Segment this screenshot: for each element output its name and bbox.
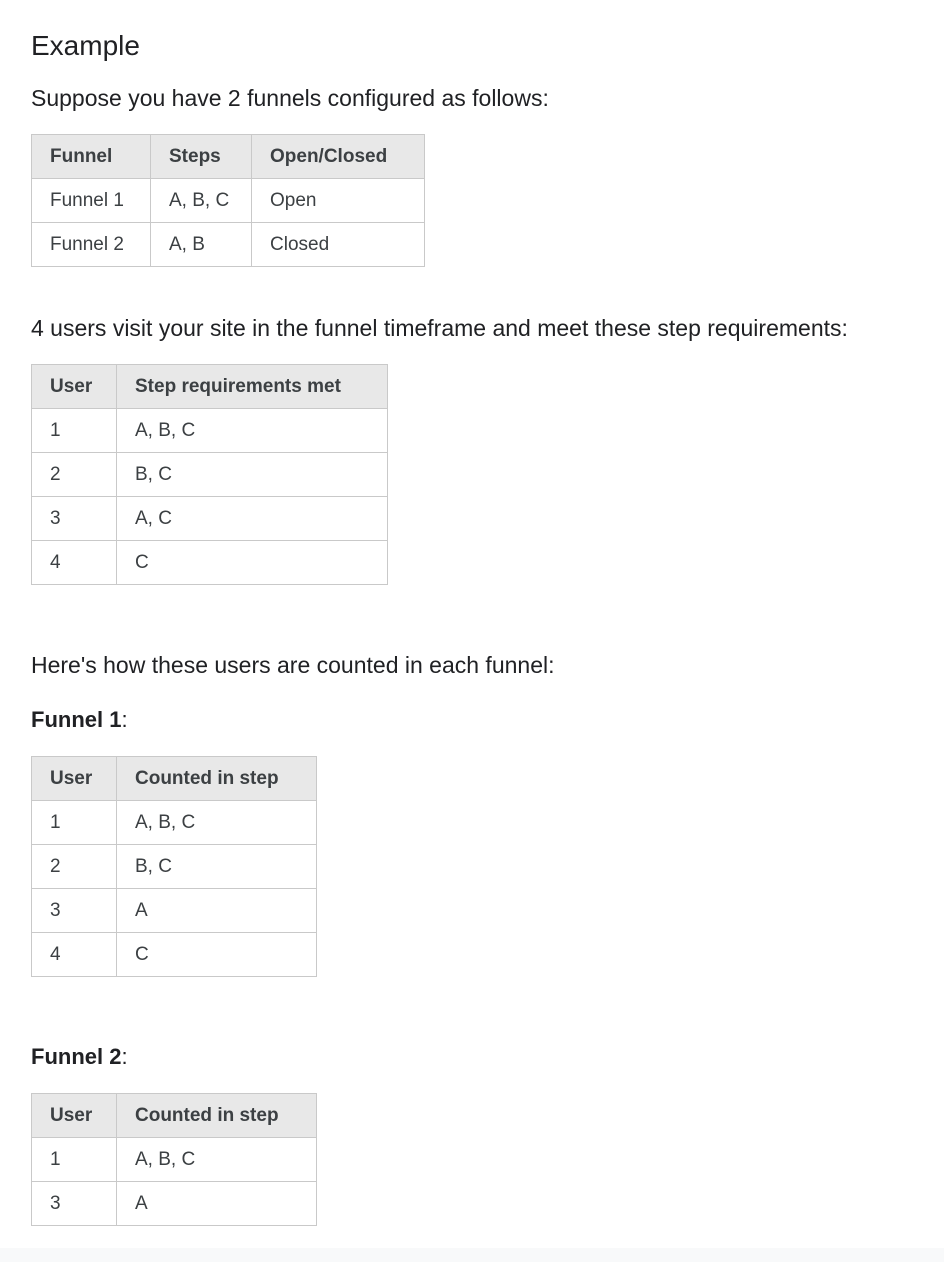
funnel2-subheading [31,1042,128,1072]
funnel2-colon: : [121,1044,128,1069]
column-header-open-closed: Open/Closed [252,135,425,179]
example-heading: Example [31,30,140,61]
column-header-steps: Steps [151,135,252,179]
counted-paragraph: Here's how these users are counted in each funnel: [31,652,555,678]
cell-requirements: A, C [117,497,388,541]
column-header-user: User [32,757,117,801]
column-header-counted-in-step: Counted in step [117,757,317,801]
cell-requirements: B, C [117,453,388,497]
funnel1-subheading [31,705,128,735]
table-row [32,497,388,541]
cell-user: 1 [32,801,117,845]
cell-steps: A, B, C [151,179,252,223]
cell-user: 3 [32,497,117,541]
table-row [32,409,388,453]
cell-user: 4 [32,933,117,977]
column-header-counted-in-step: Counted in step [117,1094,317,1138]
cell-user: 3 [32,889,117,933]
cell-user: 4 [32,541,117,585]
column-header-user: User [32,365,117,409]
cell-open-closed: Closed [252,223,425,267]
funnel1-label: Funnel 1 [31,707,122,732]
intro-paragraph: Suppose you have 2 funnels configured as follows: [31,85,549,111]
cell-requirements: A, B, C [117,409,388,453]
table-row [32,1182,317,1226]
cell-funnel-name: Funnel 1 [32,179,151,223]
cell-open-closed: Open [252,179,425,223]
cell-user: 1 [32,409,117,453]
table-row [32,179,425,223]
table-row [32,541,388,585]
cell-steps: A, B [151,223,252,267]
table-row [32,223,425,267]
table-row [32,801,317,845]
cell-counted-step: A, B, C [117,801,317,845]
funnel2-label: Funnel 2 [31,1044,122,1069]
users-table [31,364,388,585]
cell-counted-step: A [117,1182,317,1226]
funnels-table [31,134,425,267]
table-row [32,453,388,497]
cell-funnel-name: Funnel 2 [32,223,151,267]
table-row [32,889,317,933]
table-row [32,1138,317,1182]
cell-user: 1 [32,1138,117,1182]
cell-user: 2 [32,453,117,497]
funnel1-table [31,756,317,977]
table-header-row [32,1094,317,1138]
table-header-row [32,365,388,409]
table-header-row [32,757,317,801]
table-header-row [32,135,425,179]
cell-counted-step: A, B, C [117,1138,317,1182]
cell-counted-step: B, C [117,845,317,889]
cell-requirements: C [117,541,388,585]
cell-user: 3 [32,1182,117,1226]
table-row [32,933,317,977]
page-bottom-edge [0,1248,944,1262]
column-header-funnel: Funnel [32,135,151,179]
column-header-step-requirements: Step requirements met [117,365,388,409]
cell-user: 2 [32,845,117,889]
table-row [32,845,317,889]
users-paragraph: 4 users visit your site in the funnel timeframe and meet these step requirements: [31,315,848,341]
funnel1-colon: : [121,707,128,732]
cell-counted-step: C [117,933,317,977]
column-header-user: User [32,1094,117,1138]
funnel2-table [31,1093,317,1226]
cell-counted-step: A [117,889,317,933]
